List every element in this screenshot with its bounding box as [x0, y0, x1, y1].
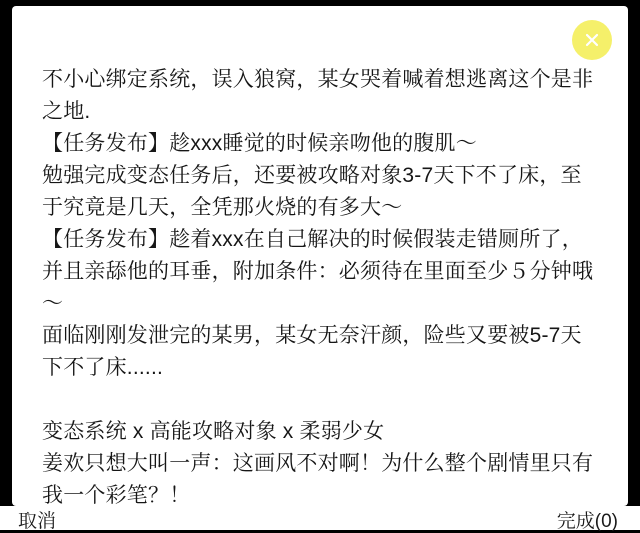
paragraph: 勉强完成变态任务后，还要被攻略对象3-7天下不了床，至于究竟是几天，全凭那火烧的有多大～ [42, 164, 582, 219]
paragraph: 【任务发布】趁xxx睡觉的时候亲吻他的腹肌～ [42, 132, 477, 155]
text-card [12, 6, 628, 506]
paragraph: 不小心绑定系统，误入狼窝，某女哭着喊着想逃离这个是非之地. [42, 68, 594, 123]
paragraph: 变态系统 x 高能攻略对象 x 柔弱少女 [42, 420, 385, 443]
cancel-button[interactable]: 取消 [18, 511, 57, 532]
paragraph-spacer [42, 384, 602, 416]
right-edge-band [628, 0, 640, 530]
paragraph: 姜欢只想大叫一声：这画风不对啊！为什么整个剧情里只有我一个彩笔？！ [42, 452, 594, 506]
left-edge-band [0, 0, 12, 530]
close-icon [582, 30, 602, 50]
bottom-bar [0, 506, 640, 530]
done-button[interactable]: 完成(0) [556, 511, 618, 532]
paragraph: 【任务发布】趁着xxx在自己解决的时候假装走错厕所了，并且亲舔他的耳垂，附加条件：必须待在里面至少５分钟哦～ [42, 228, 594, 315]
novel-description-text [42, 64, 602, 506]
close-button[interactable] [572, 20, 612, 60]
paragraph: 面临刚刚发泄完的某男，某女无奈汗颜，险些又要被5-7天下不了床...... [42, 324, 582, 379]
